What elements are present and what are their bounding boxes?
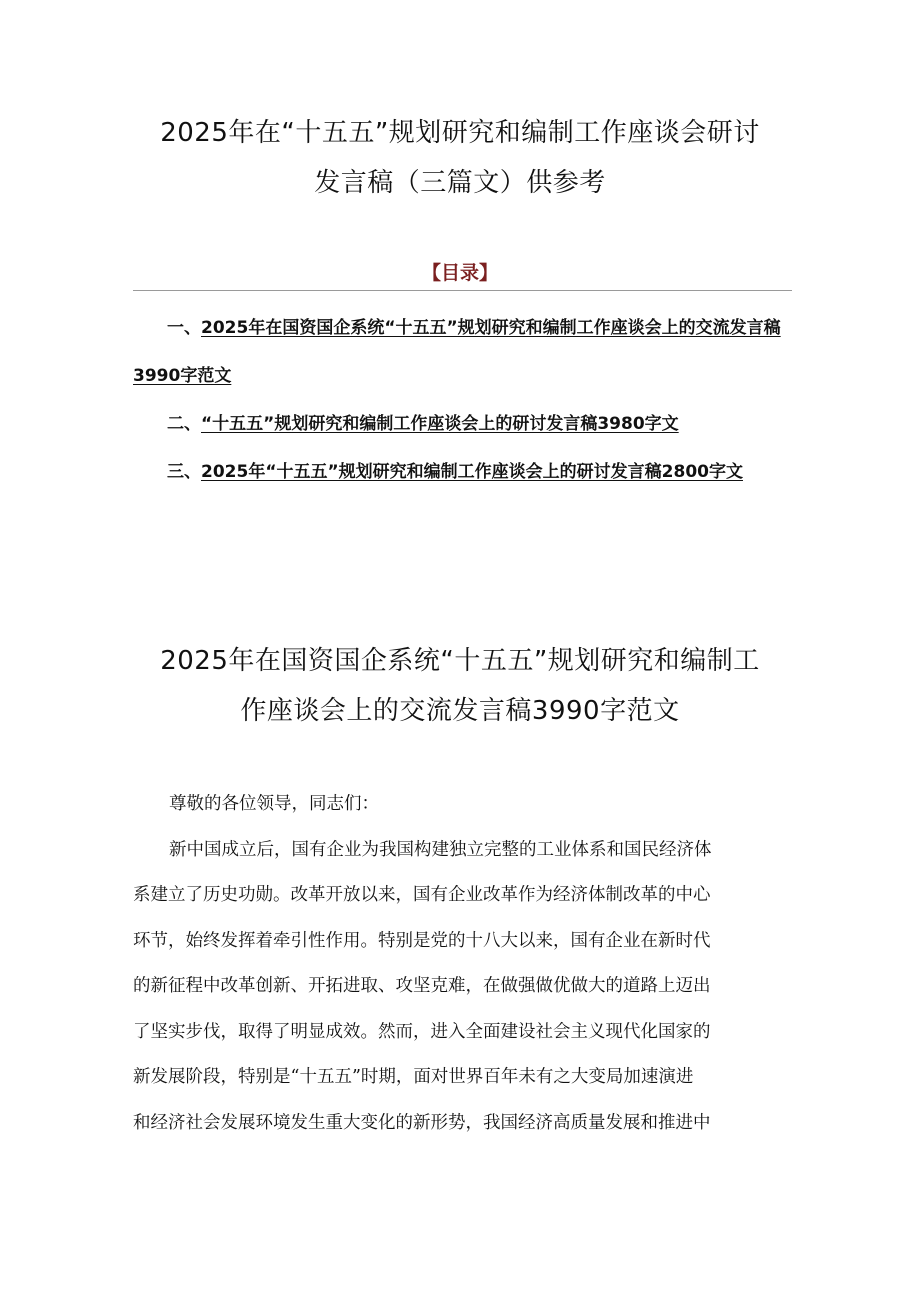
body-line-6: 新发展阶段，特别是“十五五”时期，面对世界百年未有之大变局加速演进 [133,1067,694,1087]
toc-link-1[interactable]: 2025年在国资国企系统“十五五”规划研究和编制工作座谈会上的交流发言稿3990字范文 [133,318,781,386]
body-line-3: 环节，始终发挥着牵引性作用。特别是党的十八大以来，国有企业在新时代 [133,930,711,951]
toc-divider [133,290,792,291]
toc-heading: 【目录】 [421,262,498,284]
table-of-contents [133,304,792,496]
article-title [110,636,810,736]
toc-entry-1 [133,304,792,400]
toc-entry-2-number: 二、 [167,414,201,434]
article-title-line-2: 作座谈会上的交流发言稿3990字范文 [240,696,680,726]
toc-link-2[interactable]: “十五五”规划研究和编制工作座谈会上的研讨发言稿3980字文 [201,414,679,434]
body-line-1: 新中国成立后，国有企业为我国构建独立完整的工业体系和国民经济体 [169,839,712,860]
body-line-5: 了坚实步伐，取得了明显成效。然而，进入全面建设社会主义现代化国家的 [133,1021,711,1042]
toc-entry-3 [133,448,792,496]
document-title [110,108,810,208]
toc-entry-2 [133,400,792,448]
document-title-line-1: 2025年在“十五五”规划研究和编制工作座谈会研讨 [160,118,760,148]
article-body [133,782,792,1146]
document-title-line-2: 发言稿（三篇文）供参考 [314,168,606,198]
toc-entry-1-number: 一、 [167,318,201,338]
salutation: 尊敬的各位领导，同志们： [169,794,379,814]
article-title-line-1: 2025年在国资国企系统“十五五”规划研究和编制工 [160,646,760,676]
body-line-7: 和经济社会发展环境发生重大变化的新形势，我国经济高质量发展和推进中 [133,1112,711,1133]
toc-entry-3-number: 三、 [167,462,201,482]
body-line-4: 的新征程中改革创新、开拓进取、攻坚克难，在做强做优做大的道路上迈出 [133,976,711,996]
body-line-2: 系建立了历史功勋。改革开放以来，国有企业改革作为经济体制改革的中心 [133,885,711,905]
body-paragraph [133,828,792,1147]
toc-link-3[interactable]: 2025年“十五五”规划研究和编制工作座谈会上的研讨发言稿2800字文 [201,462,743,482]
